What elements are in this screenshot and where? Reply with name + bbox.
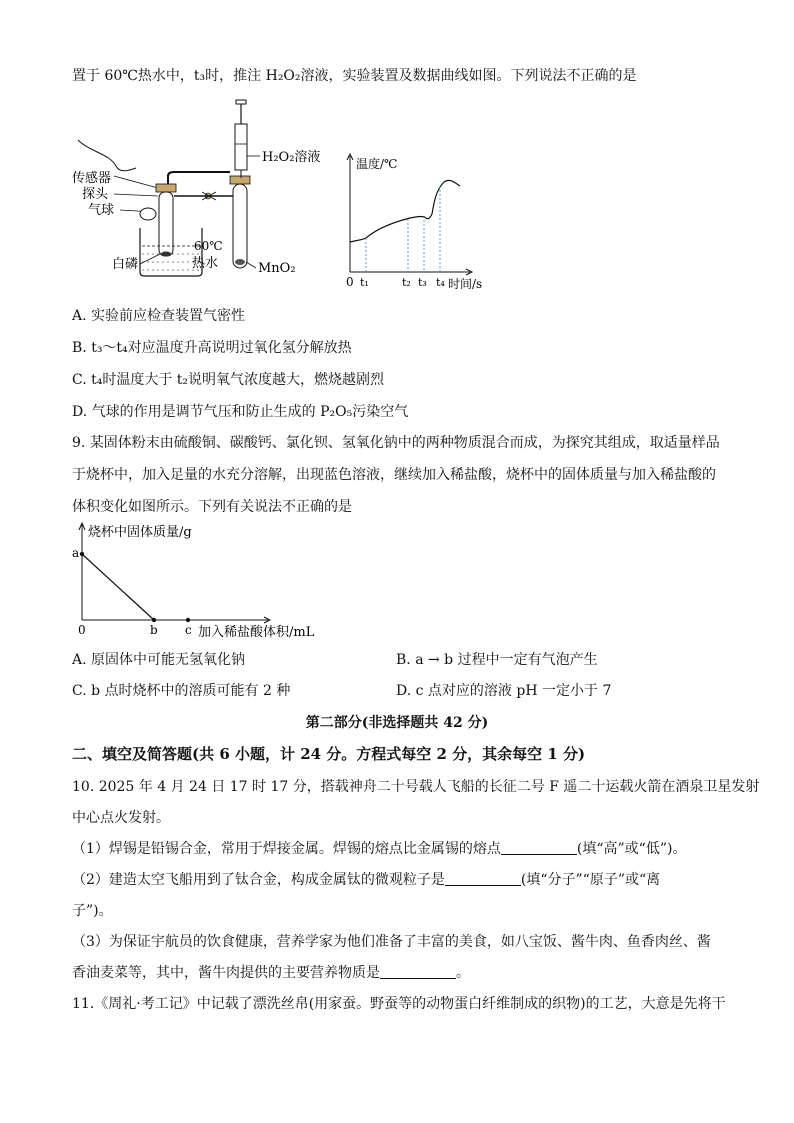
point-b <box>152 618 156 622</box>
q8-intro: 置于 60℃热水中，t₃时，推注 H₂O₂溶液，实验装置及数据曲线如图。下列说法不正确的是 <box>72 68 637 84</box>
q8-option-d: D. 气球的作用是调节气压和防止生成的 P₂O₅污染空气 <box>72 404 409 420</box>
mass-line-ab <box>82 554 154 620</box>
mass-x-label: 加入稀盐酸体积/mL <box>198 625 315 640</box>
mass-a-tick: a <box>72 546 80 560</box>
q10-sub3-line2 <box>72 963 470 983</box>
t1-tick: t₁ <box>360 276 369 289</box>
test-tube-left <box>159 192 173 256</box>
mno2-label: MnO₂ <box>258 261 296 276</box>
syringe-barrel <box>235 124 247 170</box>
temp-x-label: 时间/s <box>448 277 483 291</box>
q9-option-d: D. c 点对应的溶液 pH 一定小于 7 <box>396 683 612 699</box>
mass-b-tick: b <box>150 623 158 637</box>
mass-y-label: 烧杯中固体质量/g <box>88 525 192 540</box>
white-phosphorus-label: 白磷 <box>112 257 139 272</box>
q10-sub3-text: 香油麦菜等，其中，酱牛肉提供的主要营养物质是 <box>72 965 380 981</box>
q10-sub3-blank[interactable] <box>380 964 456 979</box>
q10-sub2-cont: 子”)。 <box>72 903 113 919</box>
connecting-tube <box>168 172 230 184</box>
test-tube-right <box>233 184 247 268</box>
q9-option-a: A. 原固体中可能无氢氧化钠 <box>72 652 246 668</box>
h2o2-label: H₂O₂溶液 <box>262 150 321 165</box>
q10-sub3-end: 。 <box>456 965 470 981</box>
temp-curve <box>350 180 460 242</box>
sensor-label: 传感器 <box>72 171 112 186</box>
q10-sub1-blank[interactable] <box>501 840 577 855</box>
temp-y-label: 温度/℃ <box>356 157 398 171</box>
mass-chart <box>68 520 338 642</box>
mass-origin-label: 0 <box>78 623 86 637</box>
q9-stem-line1: 9. 某固体粉末由硫酸铜、碳酸钙、氯化钡、氢氧化钠中的两种物质混合而成，为探究其组成，取适量样品 <box>72 435 720 451</box>
q10-stem-line1: 10. 2025 年 4 月 24 日 17 时 17 分，搭载神舟二十号载人飞船的长征二号 F 遥二十运载火箭在酒泉卫星发射 <box>72 779 760 795</box>
q8-apparatus-figure <box>70 96 340 286</box>
q9-stem-line3: 体积变化如图所示。下列有关说法不正确的是 <box>72 499 352 515</box>
q9-option-b: B. a → b 过程中一定有气泡产生 <box>396 652 598 668</box>
q8-option-b: B. t₃～t₄对应温度升高说明过氧化氢分解放热 <box>72 340 352 356</box>
sensor-cable <box>78 140 136 171</box>
balloon-shape <box>140 208 156 220</box>
balloon-label: 气球 <box>88 203 115 218</box>
q10-sub1 <box>72 839 686 859</box>
point-c <box>186 618 190 622</box>
t3-tick: t₃ <box>418 276 427 289</box>
section-heading: 二、填空及简答题(共 6 小题，计 24 分。方程式每空 2 分，其余每空 1 分) <box>72 745 586 763</box>
hot-water-temp: 60℃ <box>194 239 223 253</box>
q8-option-a: A. 实验前应检查装置气密性 <box>72 308 246 324</box>
q10-sub3-line1: （3）为保证宇航员的饮食健康，营养学家为他们准备了丰富的美食，如八宝饭、酱牛肉、鱼香肉丝、酱 <box>72 934 711 950</box>
q10-sub2-text: （2）建造太空飞船用到了钛合金，构成金属钛的微观粒子是 <box>72 872 445 888</box>
q9-stem-line2: 于烧杯中，加入足量的水充分溶解，出现蓝色溶液，继续加入稀盐酸，烧杯中的固体质量与加入稀盐酸的 <box>72 467 716 483</box>
temp-origin-label: 0 <box>346 275 354 289</box>
syringe-plunger-top <box>236 100 246 104</box>
temperature-chart <box>338 152 498 292</box>
q10-sub1-text: （1）焊锡是铅锡合金，常用于焊接金属。焊锡的熔点比金属锡的熔点 <box>72 841 501 857</box>
q10-sub2-hint: (填“分子”“原子”或“离 <box>520 872 661 888</box>
q10-stem-line2: 中心点火发射。 <box>72 810 170 826</box>
stopper-right <box>230 176 250 184</box>
part2-heading: 第二部分(非选择题共 42 分) <box>305 715 489 731</box>
hot-water-label: 热水 <box>192 256 219 271</box>
q9-option-c: C. b 点时烧杯中的溶质可能有 2 种 <box>72 683 291 699</box>
q8-option-c: C. t₄时温度大于 t₂说明氧气浓度越大，燃烧越剧烈 <box>72 372 385 388</box>
q10-sub2 <box>72 870 660 890</box>
t4-tick: t₄ <box>436 276 445 289</box>
q11-stem-line1: 11.《周礼·考工记》中记载了漂洗丝帛(用家蚕。野蚕等的动物蛋白纤维制成的织物)的工艺，大意是先将干 <box>72 996 726 1012</box>
q10-sub1-hint: (填“高”或“低”)。 <box>576 841 687 857</box>
stopper-left <box>156 184 176 192</box>
mass-c-tick: c <box>185 623 192 637</box>
probe-label: 探头 <box>82 187 109 202</box>
white-phosphorus-shape <box>161 252 171 257</box>
t2-tick: t₂ <box>402 276 411 289</box>
q10-sub2-blank[interactable] <box>445 871 521 886</box>
